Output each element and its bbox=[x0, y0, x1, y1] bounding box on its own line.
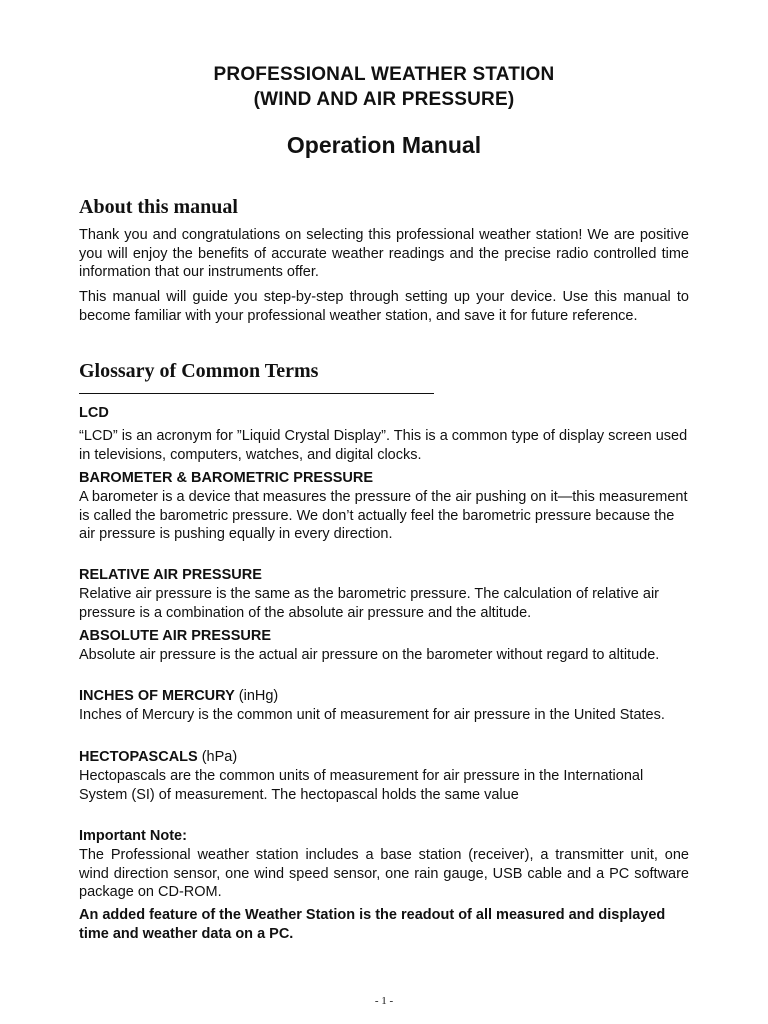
term-unit: (hPa) bbox=[197, 749, 238, 765]
glossary-term-barometer: BAROMETER & BAROMETRIC PRESSURE bbox=[79, 470, 374, 486]
glossary-heading: Glossary of Common Terms bbox=[79, 360, 319, 382]
glossary-definition-barometer: A barometer is a device that measures the pressure of the air pushing on it—this measurement is called the barometric pressure. We don’t actually feel the barometric pressure because the air pressure is pushing equally in every direction. bbox=[79, 489, 688, 542]
glossary-term-lcd: LCD bbox=[79, 405, 109, 421]
glossary-definition-hectopascals: Hectopascals are the common units of measurement for air pressure in the International System (SI) of measurement. The hectopascal holds the same value bbox=[79, 768, 644, 803]
term-unit: (inHg) bbox=[234, 688, 279, 704]
about-paragraph-1: Thank you and congratulations on selecting this professional weather station! We are positive you will enjoy the benefits of accurate weather readings and the precise radio controlled time information that our instruments offer. bbox=[79, 227, 689, 280]
about-heading: About this manual bbox=[79, 196, 238, 218]
glossary-definition-lcd: “LCD” is an acronym for ”Liquid Crystal Display”. This is a common type of display screen used in televisions, computers, watches, and digital clocks. bbox=[79, 428, 688, 463]
term-label: HECTOPASCALS bbox=[79, 749, 198, 765]
pc-readout-feature-note: An added feature of the Weather Station is the readout of all measured and displayed time and weather data on a PC. bbox=[79, 907, 666, 942]
glossary-term-absolute-air-pressure: ABSOLUTE AIR PRESSURE bbox=[79, 628, 272, 644]
glossary-term-hectopascals bbox=[79, 749, 237, 765]
glossary-underline bbox=[79, 393, 434, 394]
important-note-heading: Important Note: bbox=[79, 828, 187, 844]
glossary-definition-inches-of-mercury: Inches of Mercury is the common unit of measurement for air pressure in the United States. bbox=[79, 707, 665, 723]
page-number: - 1 - bbox=[374, 995, 394, 1007]
glossary-definition-absolute-air-pressure: Absolute air pressure is the actual air pressure on the barometer without regard to altitude. bbox=[79, 647, 660, 663]
document-title-line-2: (WIND AND AIR PRESSURE) bbox=[253, 89, 515, 110]
important-note-text: The Professional weather station includes a base station (receiver), a transmitter unit, one wind direction sensor, one wind speed sensor, one rain gauge, USB cable and a PC software package on CD-ROM. bbox=[79, 847, 689, 900]
about-paragraph-2: This manual will guide you step-by-step through setting up your device. Use this manual to become familiar with your professional weather station, and save it for future reference. bbox=[79, 289, 689, 324]
term-label: INCHES OF MERCURY bbox=[79, 688, 235, 704]
document-subtitle: Operation Manual bbox=[286, 132, 482, 158]
document-title-line-1: PROFESSIONAL WEATHER STATION bbox=[213, 64, 555, 85]
glossary-term-inches-of-mercury bbox=[79, 688, 278, 704]
glossary-definition-relative-air-pressure: Relative air pressure is the same as the barometric pressure. The calculation of relative air pressure is a combination of the absolute air pressure and the altitude. bbox=[79, 586, 659, 621]
glossary-term-relative-air-pressure: RELATIVE AIR PRESSURE bbox=[79, 567, 262, 583]
